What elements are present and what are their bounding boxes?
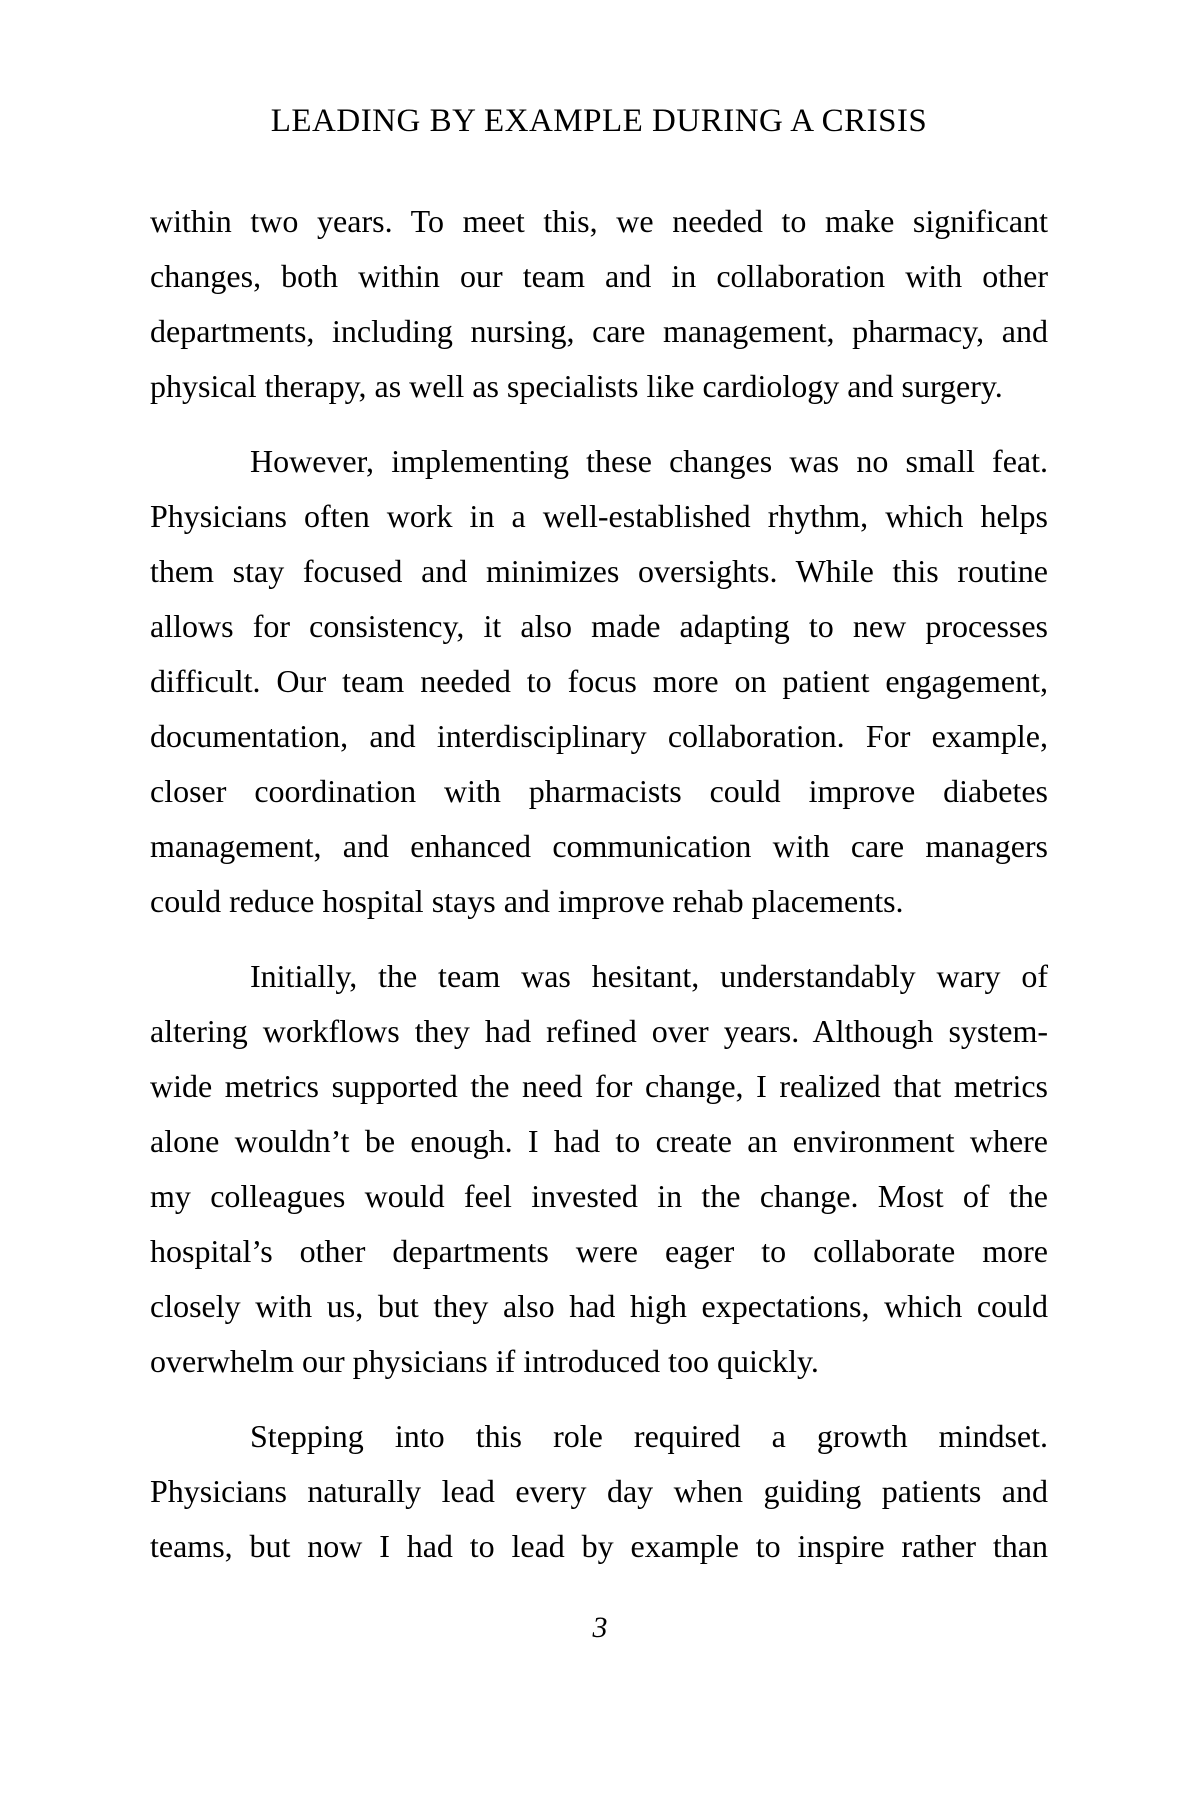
text-line: teams, but now I had to lead by example to inspire rather than — [150, 1528, 1048, 1564]
paragraph — [150, 434, 1048, 929]
text-line: departments, including nursing, care management, pharmacy, and — [150, 313, 1048, 349]
text-line: difficult. Our team needed to focus more on patient engagement, — [150, 663, 1048, 699]
text-line: closely with us, but they also had high expectations, which could — [150, 1288, 1048, 1324]
text-line: allows for consistency, it also made adapting to new processes — [150, 608, 1048, 644]
text-line: physical therapy, as well as specialists like cardiology and surgery. — [150, 368, 1003, 404]
text-line: within two years. To meet this, we needed to make significant — [150, 203, 1048, 239]
text-line: could reduce hospital stays and improve rehab placements. — [150, 883, 904, 919]
text-line: alone wouldn’t be enough. I had to create an environment where — [150, 1123, 1048, 1159]
text-line: changes, both within our team and in collaboration with other — [150, 258, 1048, 294]
text-line: However, implementing these changes was no small feat. — [250, 443, 1048, 479]
text-line: closer coordination with pharmacists could improve diabetes — [150, 773, 1048, 809]
text-line: Physicians often work in a well-established rhythm, which helps — [150, 498, 1048, 534]
chapter-title: LEADING BY EXAMPLE DURING A CRISIS — [270, 103, 928, 139]
text-line: overwhelm our physicians if introduced too quickly. — [150, 1343, 819, 1379]
paragraph — [150, 1409, 1048, 1574]
body-text — [150, 194, 1048, 1574]
text-line: my colleagues would feel invested in the change. Most of the — [150, 1178, 1048, 1214]
text-line: hospital’s other departments were eager to collaborate more — [150, 1233, 1048, 1269]
text-line: management, and enhanced communication with care managers — [150, 828, 1048, 864]
paragraph — [150, 194, 1048, 414]
text-line: Physicians naturally lead every day when guiding patients and — [150, 1473, 1048, 1509]
page-number: 3 — [592, 1611, 608, 1644]
text-line: Initially, the team was hesitant, understandably wary of — [250, 958, 1048, 994]
paragraph — [150, 949, 1048, 1389]
text-line: Stepping into this role required a growth mindset. — [250, 1418, 1048, 1454]
text-line: wide metrics supported the need for change, I realized that metrics — [150, 1068, 1048, 1104]
text-line: them stay focused and minimizes oversights. While this routine — [150, 553, 1048, 589]
text-line: documentation, and interdisciplinary collaboration. For example, — [150, 718, 1048, 754]
text-line: altering workflows they had refined over years. Although system- — [150, 1013, 1048, 1049]
